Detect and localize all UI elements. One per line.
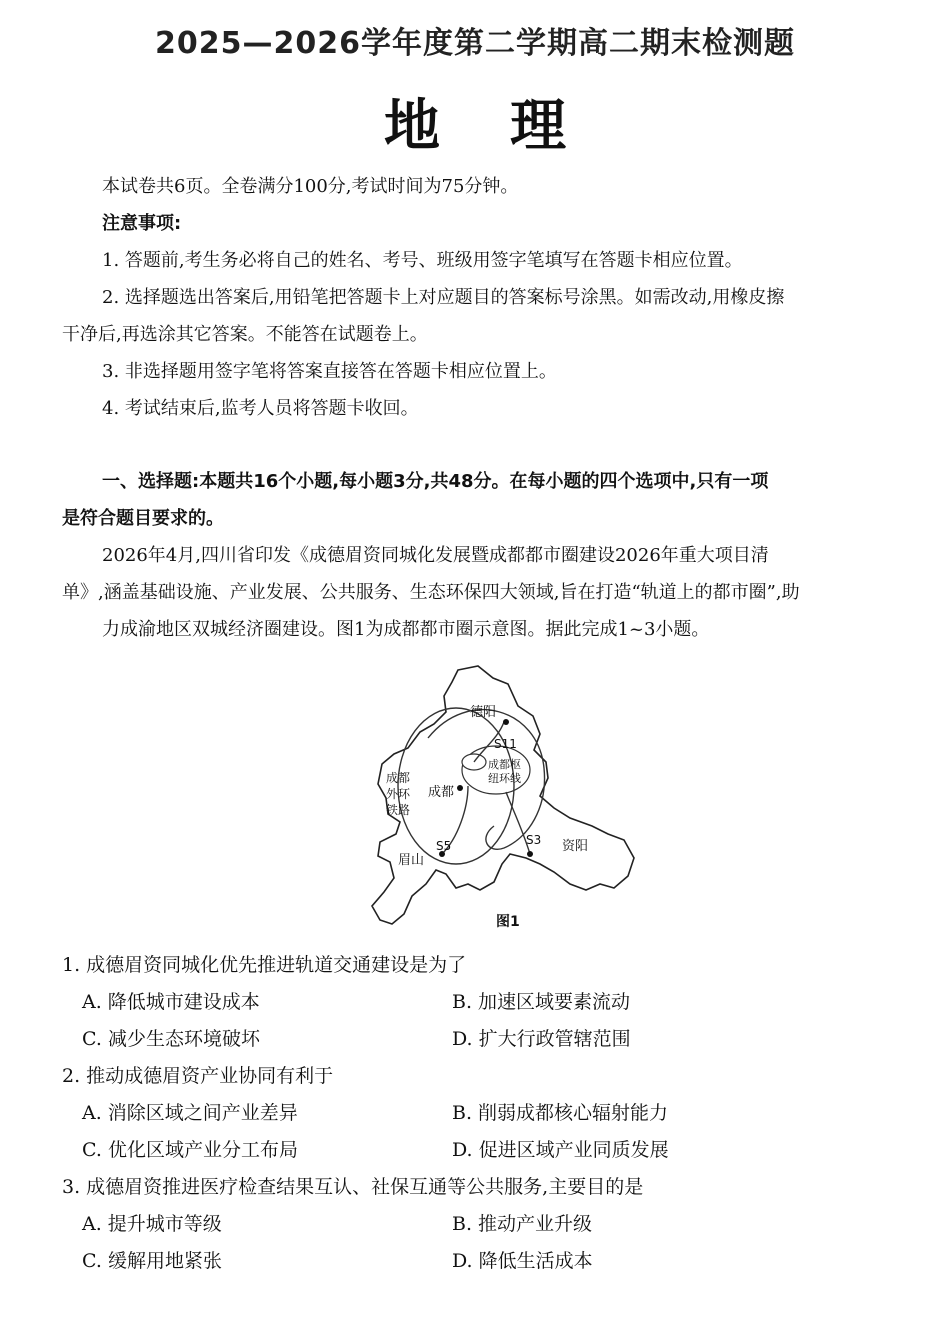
- deyang-point: [503, 719, 509, 725]
- exam-title: 2025—2026学年度第二学期高二期末检测题: [155, 26, 795, 61]
- label-s11: S11: [494, 737, 517, 751]
- notice-item-2-cont: 干净后,再选涂其它答案。不能答在试题卷上。: [62, 324, 428, 345]
- label-s5: S5: [436, 839, 452, 853]
- q3-option-d: D. 降低生活成本: [452, 1250, 593, 1272]
- label-hub-ring-1: 成都枢: [488, 758, 521, 771]
- q2-option-a: A. 消除区域之间产业差异: [82, 1102, 298, 1124]
- question-3-stem: 3. 成德眉资推进医疗检查结果互认、社保互通等公共服务,主要目的是: [62, 1176, 644, 1198]
- q3-option-c: C. 缓解用地紧张: [82, 1250, 222, 1272]
- outer-ring-railway: [398, 708, 514, 864]
- passage-line-3: 力成渝地区双城经济圈建设。图1为成都都市圈示意图。据此完成1~3小题。: [102, 619, 710, 640]
- q1-option-a: A. 降低城市建设成本: [82, 991, 260, 1013]
- metro-map: [308, 658, 642, 936]
- label-meishan: 眉山: [398, 853, 425, 868]
- notice-item-3: 3. 非选择题用签字笔将答案直接答在答题卡相应位置上。: [102, 361, 557, 382]
- figure-1-map: [308, 658, 642, 936]
- exam-intro: 本试卷共6页。全卷满分100分,考试时间为75分钟。: [102, 176, 519, 197]
- section-title-line2: 是符合题目要求的。: [62, 508, 224, 529]
- label-hub-ring-2: 纽环线: [488, 772, 521, 785]
- section-title-line1: 一、选择题:本题共16个小题,每小题3分,共48分。在每小题的四个选项中,只有一项: [102, 471, 769, 492]
- notice-item-4: 4. 考试结束后,监考人员将答题卡收回。: [102, 398, 419, 419]
- q2-option-b: B. 削弱成都核心辐射能力: [452, 1102, 669, 1124]
- region-outline: [372, 666, 634, 924]
- figure-caption: 图1: [496, 914, 520, 930]
- q2-option-d: D. 促进区域产业同质发展: [452, 1139, 669, 1161]
- notice-item-1: 1. 答题前,考生务必将自己的姓名、考号、班级用签字笔填写在答题卡相应位置。: [102, 250, 743, 271]
- q1-option-b: B. 加速区域要素流动: [452, 991, 631, 1013]
- subject-title: 地理: [384, 94, 636, 159]
- q1-option-c: C. 减少生态环境破坏: [82, 1028, 260, 1050]
- passage-line-2: 单》,涵盖基础设施、产业发展、公共服务、生态环保四大领域,旨在打造“轨道上的都市圈”,助: [62, 582, 800, 603]
- notice-title: 注意事项:: [102, 213, 182, 234]
- notice-item-2: 2. 选择题选出答案后,用铅笔把答题卡上对应题目的答案标号涂黑。如需改动,用橡皮擦: [102, 287, 785, 308]
- label-s3: S3: [526, 833, 542, 847]
- q1-option-d: D. 扩大行政管辖范围: [452, 1028, 631, 1050]
- label-chengdu: 成都: [428, 785, 455, 800]
- label-outer-ring-2: 外环: [386, 787, 411, 801]
- question-2-stem: 2. 推动成德眉资产业协同有利于: [62, 1065, 334, 1087]
- q2-option-c: C. 优化区域产业分工布局: [82, 1139, 298, 1161]
- ziyang-point: [527, 851, 533, 857]
- label-ziyang: 资阳: [562, 839, 589, 854]
- q3-option-b: B. 推动产业升级: [452, 1213, 593, 1235]
- chengdu-point: [457, 785, 463, 791]
- label-deyang: 德阳: [470, 705, 497, 720]
- label-outer-ring-3: 铁路: [386, 803, 411, 817]
- question-1-stem: 1. 成德眉资同城化优先推进轨道交通建设是为了: [62, 954, 467, 976]
- label-outer-ring-1: 成都: [386, 771, 411, 785]
- q3-option-a: A. 提升城市等级: [82, 1213, 222, 1235]
- passage-line-1: 2026年4月,四川省印发《成德眉资同城化发展暨成都都市圈建设2026年重大项目清: [102, 545, 769, 566]
